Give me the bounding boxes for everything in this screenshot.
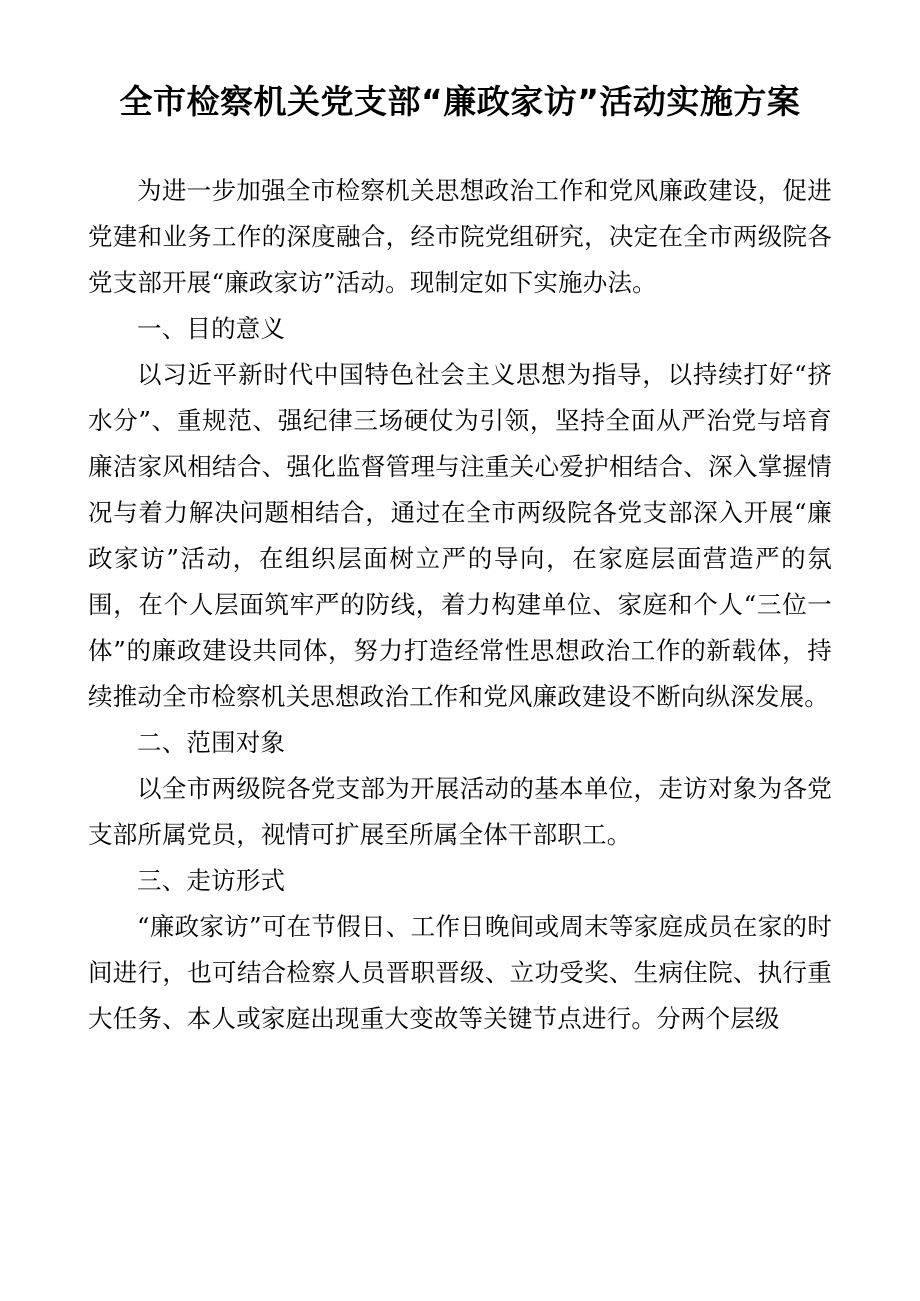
section-heading-form: 三、走访形式 (137, 866, 286, 895)
section-heading-scope: 二、范围对象 (137, 728, 286, 757)
page-title: 全市检察机关党支部“廉政家访”活动实施方案 (119, 82, 801, 121)
section-heading-purpose: 一、目的意义 (137, 314, 286, 343)
scope-paragraph: 以全市两级院各党支部为开展活动的基本单位，走访对象为各党支部所属党员，视情可扩展至所属全体干部职工。 (88, 774, 832, 849)
document-body (88, 168, 832, 1042)
purpose-paragraph: 以习近平新时代中国特色社会主义思想为指导，以持续打好“挤水分”、重规范、强纪律三场硬仗为引领，坚持全面从严治党与培育廉洁家风相结合、强化监督管理与注重关心爱护相结合、深入掌握情况与着力解决问题相结合，通过在全市两级院各党支部深入开展“廉政家访”活动，在组织层面树立严的导向，在家庭层面营造严的氛围，在个人层面筑牢严的防线，着力构建单位、家庭和个人“三位一体”的廉政建设共同体，努力打造经常性思想政治工作的新载体，持续推动全市检察机关思想政治工作和党风廉政建设不断向纵深发展。 (88, 360, 832, 711)
form-paragraph: “廉政家访”可在节假日、工作日晚间或周末等家庭成员在家的时间进行，也可结合检察人员晋职晋级、立功受奖、生病住院、执行重大任务、本人或家庭出现重大变故等关键节点进行。分两个层级 (88, 912, 832, 1033)
intro-paragraph: 为进一步加强全市检察机关思想政治工作和党风廉政建设，促进党建和业务工作的深度融合，经市院党组研究，决定在全市两级院各党支部开展“廉政家访”活动。现制定如下实施办法。 (88, 176, 832, 297)
